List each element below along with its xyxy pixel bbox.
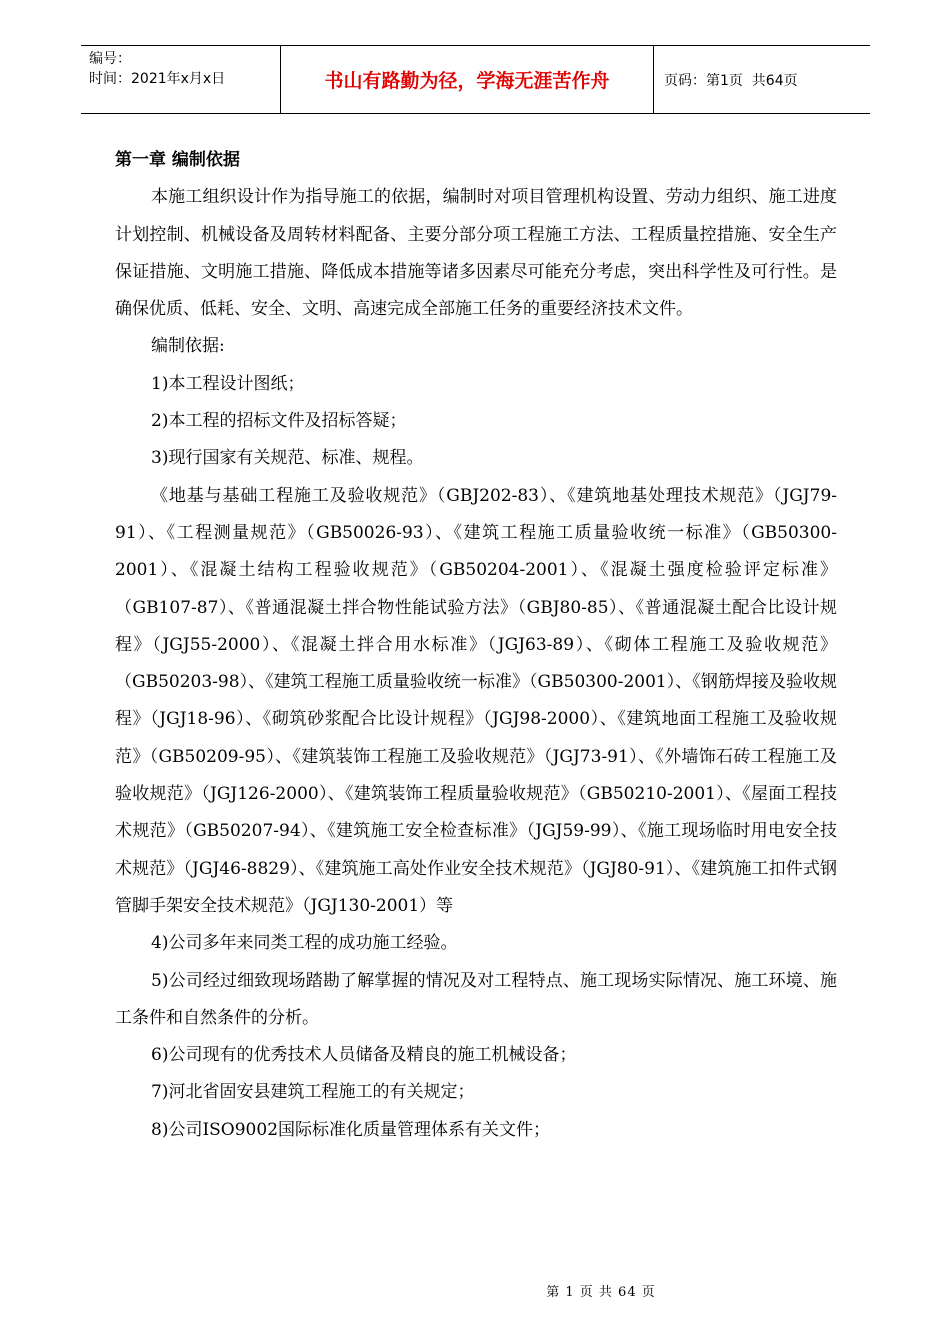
basis-item-8: 8)公司ISO9002国际标准化质量管理体系有关文件； — [151, 1119, 551, 1140]
intro-paragraph: 本施工组织设计作为指导施工的依据，编制时对项目管理机构设置、劳动力组织、施工进度计划控制、机械设备及周转材料配备、主要分部分项工程施工方法、工程质量控措施、安全生产保证措施、文明施工措施、降低成本措施等诸多因素尽可能充分考虑，突出科学性及可行性。是确保优质、低耗、安全、文明、高速完成全部施工任务的重要经济技术文件。 — [115, 187, 837, 320]
basis-item-2: 2)本工程的招标文件及招标答疑； — [151, 411, 407, 432]
page-footer: 第 1 页 共 64 页 — [546, 1285, 656, 1300]
header-meta — [81, 46, 280, 113]
number-label: 编号： — [89, 51, 131, 67]
document-body — [115, 142, 837, 1149]
basis-heading: 编制依据: — [151, 336, 225, 357]
date-label: 时间：2021年x月x日 — [89, 71, 226, 87]
header-motto: 书山有路勤为径，学海无涯苦作舟 — [280, 46, 654, 113]
basis-item-5: 5)公司经过细致现场踏勘了解掌握的情况及对工程特点、施工现场实际情况、施工环境、施工条件和自然条件的分析。 — [115, 970, 837, 1028]
basis-item-3: 3)现行国家有关规范、标准、规程。 — [151, 448, 424, 469]
basis-item-7: 7)河北省固安县建筑工程施工的有关规定； — [151, 1082, 475, 1103]
basis-item-6: 6)公司现有的优秀技术人员储备及精良的施工机械设备； — [151, 1045, 577, 1066]
page-header — [81, 45, 870, 114]
header-page-info — [654, 46, 870, 113]
page-info-text: 页码：第1页 共64页 — [664, 72, 798, 89]
basis-item-4: 4)公司多年来同类工程的成功施工经验。 — [151, 933, 458, 954]
basis-item-1: 1)本工程设计图纸； — [151, 373, 305, 394]
standards-list: 《地基与基础工程施工及验收规范》（GBJ202-83）、《建筑地基处理技术规范》（JGJ79-91）、《工程测量规范》（GB50026-93）、《建筑工程施工质量验收统一标准》（GB50300-2001）、《混凝土结构工程验收规范》（GB50204-2001）、《混凝土强度检验评定标准》（GB107-87）、《普通混凝土拌合物性能试验方法》（GBJ80-85）、《普通混凝土配合比设计规程》（JGJ55-2000）、《混凝土拌合用水标准》（JGJ63-89）、《砌体工程施工及验收规范》（GB50203-98）、《建筑工程施工质量验收统一标准》（GB50300-2001）、《钢筋焊接及验收规程》（JGJ18-96）、《砌筑砂浆配合比设计规程》（JGJ98-2000）、《建筑地面工程施工及验收规范》（GB50209-95）、《建筑装饰工程施工及验收规范》（JGJ73-91）、《外墙饰石砖工程施工及验收规范》（JGJ126-2000）、《建筑装饰工程质量验收规范》（GB50210-2001）、《屋面工程技术规范》（GB50207-94）、《建筑施工安全检查标准》（JGJ59-99）、《施工现场临时用电安全技术规范》（JGJ46-8829）、《建筑施工高处作业安全技术规范》（JGJ80-91）、《建筑施工扣件式钢管脚手架安全技术规范》（JGJ130-2001）等 — [115, 485, 837, 916]
chapter-title: 第一章 编制依据 — [115, 150, 240, 170]
